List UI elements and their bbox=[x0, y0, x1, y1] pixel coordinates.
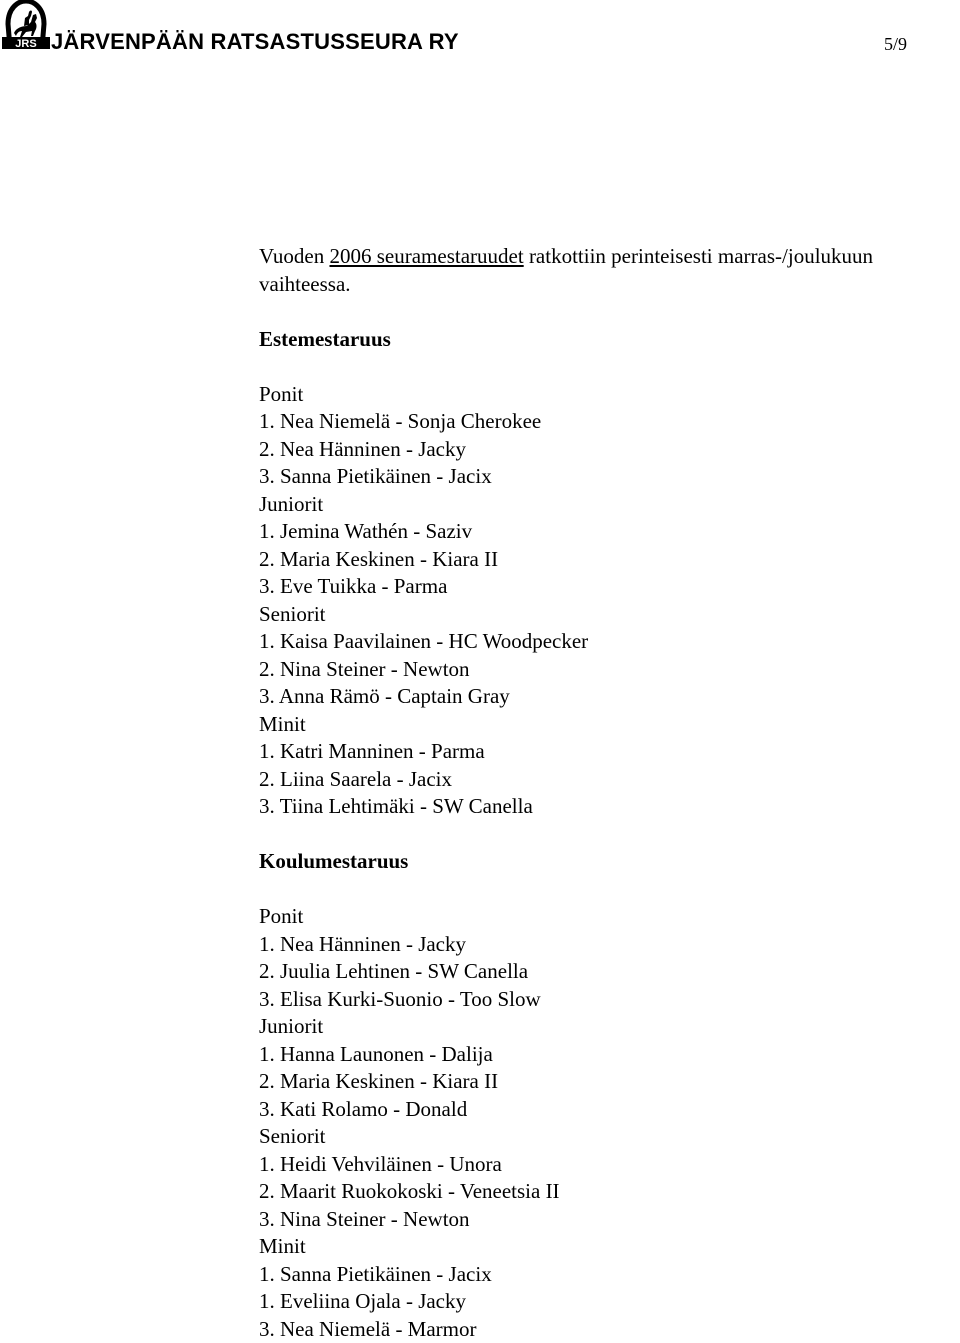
spacer bbox=[259, 353, 959, 381]
club-logo-horse-icon bbox=[2, 0, 50, 52]
result-line: 3. Elisa Kurki-Suonio - Too Slow bbox=[259, 986, 959, 1014]
category-label: Minit bbox=[259, 711, 959, 739]
intro-text-after: ratkottiin perinteisesti marras-/joulukuun vaihteessa. bbox=[259, 244, 873, 296]
result-line: 3. Anna Rämö - Captain Gray bbox=[259, 683, 959, 711]
result-line: 1. Nea Hänninen - Jacky bbox=[259, 931, 959, 959]
result-line: 2. Juulia Lehtinen - SW Canella bbox=[259, 958, 959, 986]
category-label: Juniorit bbox=[259, 491, 959, 519]
result-line: 1. Heidi Vehviläinen - Unora bbox=[259, 1151, 959, 1179]
section-dressage bbox=[259, 848, 959, 1343]
category-label: Ponit bbox=[259, 381, 959, 409]
page-number: 5/9 bbox=[884, 33, 907, 55]
result-line: 3. Nea Niemelä - Marmor bbox=[259, 1316, 959, 1343]
result-line: 2. Maria Keskinen - Kiara II bbox=[259, 1068, 959, 1096]
page-header bbox=[0, 0, 960, 60]
intro-paragraph bbox=[259, 243, 959, 298]
section-title: Koulumestaruus bbox=[259, 848, 959, 876]
result-line: 1. Katri Manninen - Parma bbox=[259, 738, 959, 766]
result-line: 1. Jemina Wathén - Saziv bbox=[259, 518, 959, 546]
result-line: 2. Maarit Ruokokoski - Veneetsia II bbox=[259, 1178, 959, 1206]
category-label: Seniorit bbox=[259, 1123, 959, 1151]
spacer bbox=[259, 821, 959, 849]
result-line: 2. Nea Hänninen - Jacky bbox=[259, 436, 959, 464]
logo-text: JRS bbox=[15, 38, 36, 50]
spacer bbox=[259, 876, 959, 904]
result-line: 3. Eve Tuikka - Parma bbox=[259, 573, 959, 601]
result-line: 3. Kati Rolamo - Donald bbox=[259, 1096, 959, 1124]
category-label: Ponit bbox=[259, 903, 959, 931]
result-line: 2. Nina Steiner - Newton bbox=[259, 656, 959, 684]
result-line: 3. Nina Steiner - Newton bbox=[259, 1206, 959, 1234]
organization-name: JÄRVENPÄÄN RATSASTUSSEURA RY bbox=[51, 29, 459, 55]
spacer bbox=[259, 298, 959, 326]
intro-text-before: Vuoden bbox=[259, 244, 329, 268]
category-label: Juniorit bbox=[259, 1013, 959, 1041]
category-label: Minit bbox=[259, 1233, 959, 1261]
document-body bbox=[259, 243, 959, 1343]
result-line: 2. Liina Saarela - Jacix bbox=[259, 766, 959, 794]
result-line: 1. Hanna Launonen - Dalija bbox=[259, 1041, 959, 1069]
category-label: Seniorit bbox=[259, 601, 959, 629]
result-line: 3. Sanna Pietikäinen - Jacix bbox=[259, 463, 959, 491]
section-title: Estemestaruus bbox=[259, 326, 959, 354]
championships-link[interactable]: 2006 seuramestaruudet bbox=[329, 244, 523, 268]
result-line: 2. Maria Keskinen - Kiara II bbox=[259, 546, 959, 574]
result-line: 1. Eveliina Ojala - Jacky bbox=[259, 1288, 959, 1316]
section-show-jumping bbox=[259, 326, 959, 821]
result-line: 1. Nea Niemelä - Sonja Cherokee bbox=[259, 408, 959, 436]
result-line: 1. Sanna Pietikäinen - Jacix bbox=[259, 1261, 959, 1289]
result-line: 1. Kaisa Paavilainen - HC Woodpecker bbox=[259, 628, 959, 656]
result-line: 3. Tiina Lehtimäki - SW Canella bbox=[259, 793, 959, 821]
